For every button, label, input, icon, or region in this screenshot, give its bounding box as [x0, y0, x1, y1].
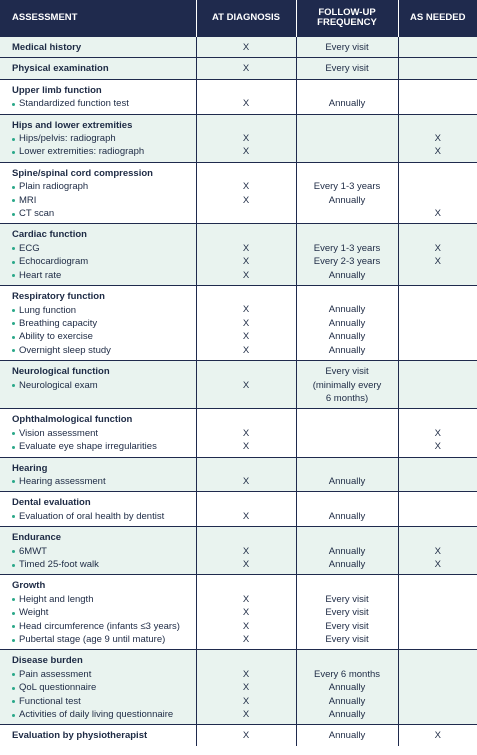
as-needed-value: [399, 41, 477, 54]
as-needed-cell: [398, 37, 477, 58]
assessment-item: Head circumference (infants ≤3 years): [12, 620, 196, 633]
followup-frequency-value: Every visit: [325, 42, 369, 53]
as-needed-value: [399, 462, 477, 475]
as-needed-value: X: [434, 133, 441, 145]
at-diagnosis-cell: [196, 725, 296, 746]
at-diagnosis-value: X: [242, 593, 250, 605]
assessment-item: MRI: [12, 194, 196, 207]
followup-frequency-cell: [296, 457, 398, 492]
as-needed-value: [399, 708, 477, 721]
table-row: [0, 527, 477, 575]
at-diagnosis-value: X: [242, 510, 250, 522]
followup-frequency-value: [297, 462, 398, 475]
at-diagnosis-cell: [196, 361, 296, 409]
as-needed-value: [399, 695, 477, 708]
as-needed-cell: [398, 58, 477, 79]
at-diagnosis-cell: [196, 114, 296, 162]
at-diagnosis-value: X: [242, 730, 250, 742]
as-needed-value: [399, 228, 477, 241]
header-followup-line1: FOLLOW-UP: [318, 7, 376, 18]
followup-frequency-value: [297, 440, 398, 453]
at-diagnosis-value: [197, 579, 296, 592]
as-needed-value: [399, 290, 477, 303]
as-needed-value: [399, 303, 477, 316]
as-needed-cell: [398, 162, 477, 224]
assessment-item: Timed 25-foot walk: [12, 558, 196, 571]
at-diagnosis-cell: [196, 650, 296, 725]
as-needed-value: [399, 620, 477, 633]
at-diagnosis-value: [197, 413, 296, 426]
followup-frequency-cell: [296, 409, 398, 457]
assessment-item: Heart rate: [12, 269, 196, 282]
followup-frequency-value: Every visit: [325, 634, 369, 646]
as-needed-value: X: [434, 427, 441, 439]
assessment-item: QoL questionnaire: [12, 681, 196, 694]
as-needed-value: X: [434, 146, 441, 158]
followup-frequency-value: [297, 427, 398, 440]
as-needed-value: [399, 654, 477, 667]
followup-frequency-value: [297, 413, 398, 426]
as-needed-cell: [398, 650, 477, 725]
followup-frequency-cell: [296, 224, 398, 286]
at-diagnosis-value: X: [242, 545, 250, 557]
at-diagnosis-value: X: [242, 668, 250, 680]
table-row: [0, 361, 477, 409]
assessment-category: Upper limb function: [12, 84, 102, 96]
at-diagnosis-value: X: [242, 256, 250, 268]
followup-frequency-cell: [296, 361, 398, 409]
followup-frequency-cell: [296, 650, 398, 725]
at-diagnosis-value: X: [242, 607, 250, 619]
followup-frequency-value: Annually: [328, 695, 366, 707]
at-diagnosis-value: [197, 207, 296, 220]
followup-frequency-value: Annually: [328, 510, 366, 522]
as-needed-cell: [398, 575, 477, 650]
followup-frequency-value: Annually: [328, 682, 366, 694]
assessment-item: Overnight sleep study: [12, 344, 196, 357]
as-needed-value: [399, 119, 477, 132]
followup-frequency-value: [297, 531, 398, 544]
followup-frequency-value: Every 1-3 years: [313, 242, 381, 254]
followup-frequency-value: Every visit: [325, 366, 369, 378]
at-diagnosis-value: X: [242, 331, 250, 343]
followup-frequency-value: Every visit: [325, 620, 369, 632]
followup-frequency-cell: [296, 492, 398, 527]
as-needed-value: X: [434, 441, 441, 453]
assessment-cell: [0, 114, 196, 162]
as-needed-value: [399, 475, 477, 488]
followup-frequency-value: Every 1-3 years: [313, 181, 381, 193]
as-needed-value: [399, 167, 477, 180]
assessment-item: Pubertal stage (age 9 until mature): [12, 633, 196, 646]
followup-frequency-value: [297, 496, 398, 509]
followup-frequency-value: Annually: [328, 317, 366, 329]
at-diagnosis-cell: [196, 457, 296, 492]
assessment-cell: [0, 575, 196, 650]
as-needed-value: [399, 62, 477, 75]
assessment-cell: [0, 457, 196, 492]
assessment-cell: [0, 725, 196, 746]
as-needed-cell: [398, 527, 477, 575]
as-needed-cell: [398, 114, 477, 162]
assessment-item: Height and length: [12, 593, 196, 606]
at-diagnosis-value: X: [242, 63, 250, 75]
at-diagnosis-cell: [196, 224, 296, 286]
as-needed-value: [399, 681, 477, 694]
as-needed-value: [399, 531, 477, 544]
at-diagnosis-value: [197, 119, 296, 132]
at-diagnosis-cell: [196, 527, 296, 575]
table-row: [0, 650, 477, 725]
assessment-cell: [0, 409, 196, 457]
assessment-category: Dental evaluation: [12, 497, 91, 509]
followup-frequency-value: [297, 119, 398, 132]
at-diagnosis-value: X: [242, 709, 250, 721]
followup-frequency-value: (minimally every: [312, 379, 382, 391]
assessment-cell: [0, 492, 196, 527]
at-diagnosis-value: X: [242, 42, 250, 53]
table-row: [0, 457, 477, 492]
followup-frequency-cell: [296, 286, 398, 361]
at-diagnosis-cell: [196, 58, 296, 79]
at-diagnosis-value: X: [242, 304, 250, 316]
at-diagnosis-cell: [196, 37, 296, 58]
assessment-category: Cardiac function: [12, 229, 87, 241]
assessment-cell: [0, 58, 196, 79]
followup-frequency-value: Annually: [328, 558, 366, 570]
followup-frequency-value: [297, 290, 398, 303]
assessment-item: 6MWT: [12, 545, 196, 558]
at-diagnosis-cell: [196, 286, 296, 361]
as-needed-value: [399, 317, 477, 330]
followup-frequency-cell: [296, 114, 398, 162]
table-row: [0, 575, 477, 650]
table-row: [0, 286, 477, 361]
followup-frequency-value: Annually: [328, 709, 366, 721]
followup-frequency-value: [297, 132, 398, 145]
at-diagnosis-value: X: [242, 344, 250, 356]
assessment-category: Spine/spinal cord compression: [12, 167, 153, 179]
assessment-item: Pain assessment: [12, 668, 196, 681]
assessment-item: Breathing capacity: [12, 317, 196, 330]
at-diagnosis-cell: [196, 492, 296, 527]
followup-frequency-value: 6 months): [325, 392, 369, 404]
assessment-cell: [0, 361, 196, 409]
at-diagnosis-cell: [196, 162, 296, 224]
as-needed-cell: [398, 457, 477, 492]
followup-frequency-value: Annually: [328, 545, 366, 557]
at-diagnosis-value: X: [242, 98, 250, 110]
table-row: [0, 725, 477, 746]
table-row: [0, 492, 477, 527]
followup-frequency-value: [297, 579, 398, 592]
table-row: [0, 79, 477, 114]
at-diagnosis-value: [197, 654, 296, 667]
at-diagnosis-value: [197, 290, 296, 303]
as-needed-value: [399, 668, 477, 681]
followup-frequency-value: Annually: [328, 331, 366, 343]
at-diagnosis-value: X: [242, 194, 250, 206]
as-needed-value: [399, 84, 477, 97]
at-diagnosis-value: [197, 84, 296, 97]
assessment-cell: [0, 224, 196, 286]
assessment-category: Evaluation by physiotherapist: [12, 730, 148, 742]
as-needed-value: [399, 579, 477, 592]
at-diagnosis-value: [197, 167, 296, 180]
table-row: [0, 224, 477, 286]
assessment-cell: [0, 37, 196, 58]
assessment-item: CT scan: [12, 207, 196, 220]
as-needed-value: [399, 496, 477, 509]
at-diagnosis-cell: [196, 575, 296, 650]
as-needed-cell: [398, 286, 477, 361]
assessment-category: Physical examination: [12, 63, 109, 75]
at-diagnosis-value: X: [242, 133, 250, 145]
at-diagnosis-value: X: [242, 682, 250, 694]
assessment-category: Medical history: [12, 42, 82, 53]
at-diagnosis-value: [197, 462, 296, 475]
table-header: [0, 0, 477, 37]
table-row: [0, 114, 477, 162]
assessment-category: Neurological function: [12, 366, 110, 378]
assessment-item: Weight: [12, 606, 196, 619]
table-row: [0, 37, 477, 58]
assessment-item: Ability to exercise: [12, 330, 196, 343]
assessment-cell: [0, 286, 196, 361]
at-diagnosis-value: [197, 496, 296, 509]
assessment-item: Evaluate eye shape irregularities: [12, 440, 196, 453]
as-needed-cell: [398, 492, 477, 527]
as-needed-cell: [398, 725, 477, 746]
header-at-diagnosis: AT DIAGNOSIS: [196, 0, 296, 37]
assessment-category: Ophthalmological function: [12, 414, 133, 426]
as-needed-cell: [398, 361, 477, 409]
assessment-cell: [0, 527, 196, 575]
assessment-item: Hips/pelvis: radiograph: [12, 132, 196, 145]
at-diagnosis-value: [197, 228, 296, 241]
at-diagnosis-value: X: [242, 146, 250, 158]
followup-frequency-value: Annually: [328, 304, 366, 316]
as-needed-value: [399, 269, 477, 282]
at-diagnosis-value: X: [242, 181, 250, 193]
as-needed-cell: [398, 224, 477, 286]
followup-frequency-value: [297, 145, 398, 158]
followup-frequency-value: Every visit: [325, 63, 369, 75]
at-diagnosis-value: [197, 531, 296, 544]
followup-frequency-value: Annually: [328, 269, 366, 281]
followup-frequency-value: [297, 84, 398, 97]
followup-frequency-value: Every 6 months: [314, 668, 380, 680]
header-followup-line2: FREQUENCY: [317, 17, 377, 28]
at-diagnosis-value: X: [242, 634, 250, 646]
as-needed-value: X: [434, 208, 441, 220]
at-diagnosis-cell: [196, 409, 296, 457]
assessment-cell: [0, 79, 196, 114]
assessment-category: Disease burden: [12, 655, 83, 667]
as-needed-value: X: [434, 256, 441, 268]
assessment-item: Lung function: [12, 304, 196, 317]
followup-frequency-cell: [296, 37, 398, 58]
as-needed-value: [399, 510, 477, 523]
followup-frequency-cell: [296, 575, 398, 650]
as-needed-value: [399, 97, 477, 110]
as-needed-value: X: [434, 730, 441, 742]
at-diagnosis-value: X: [242, 427, 250, 439]
header-as-needed: AS NEEDED: [398, 0, 477, 37]
as-needed-value: [399, 365, 477, 378]
at-diagnosis-value: X: [242, 269, 250, 281]
assessment-item: Neurological exam: [12, 379, 196, 392]
assessment-category: Hips and lower extremities: [12, 119, 133, 131]
table-row: [0, 58, 477, 79]
as-needed-value: [399, 413, 477, 426]
followup-frequency-value: Annually: [328, 730, 366, 742]
as-needed-cell: [398, 409, 477, 457]
as-needed-value: X: [434, 558, 441, 570]
assessment-item: Lower extremities: radiograph: [12, 145, 196, 158]
at-diagnosis-value: X: [242, 441, 250, 453]
as-needed-value: [399, 344, 477, 357]
followup-frequency-cell: [296, 162, 398, 224]
assessment-item: Activities of daily living questionnaire: [12, 708, 196, 721]
assessment-item: ECG: [12, 242, 196, 255]
assessment-cell: [0, 650, 196, 725]
assessment-category: Endurance: [12, 532, 62, 544]
followup-frequency-value: [297, 654, 398, 667]
at-diagnosis-value: X: [242, 695, 250, 707]
followup-frequency-value: Every 2-3 years: [313, 256, 381, 268]
as-needed-value: [399, 593, 477, 606]
table-body: [0, 37, 477, 746]
followup-frequency-value: Annually: [328, 475, 366, 487]
at-diagnosis-value: X: [242, 242, 250, 254]
at-diagnosis-value: X: [242, 620, 250, 632]
as-needed-value: X: [434, 242, 441, 254]
assessment-category: Growth: [12, 580, 46, 592]
followup-frequency-value: Every visit: [325, 607, 369, 619]
assessment-cell: [0, 162, 196, 224]
as-needed-value: [399, 180, 477, 193]
assessment-item: Vision assessment: [12, 427, 196, 440]
at-diagnosis-value: [197, 365, 296, 378]
assessment-category: Hearing: [12, 462, 48, 474]
at-diagnosis-value: X: [242, 475, 250, 487]
followup-frequency-value: Annually: [328, 194, 366, 206]
assessment-item: Plain radiograph: [12, 180, 196, 193]
followup-frequency-value: [297, 167, 398, 180]
followup-frequency-value: Annually: [328, 98, 366, 110]
as-needed-value: X: [434, 545, 441, 557]
at-diagnosis-value: X: [242, 379, 250, 391]
assessment-item: Evaluation of oral health by dentist: [12, 510, 196, 523]
assessment-item: Hearing assessment: [12, 475, 196, 488]
header-followup-frequency: [296, 0, 398, 37]
at-diagnosis-cell: [196, 79, 296, 114]
followup-frequency-cell: [296, 79, 398, 114]
as-needed-value: [399, 330, 477, 343]
as-needed-value: [399, 633, 477, 646]
followup-frequency-cell: [296, 58, 398, 79]
at-diagnosis-value: X: [242, 558, 250, 570]
at-diagnosis-value: X: [242, 317, 250, 329]
followup-frequency-cell: [296, 725, 398, 746]
followup-frequency-value: [297, 228, 398, 241]
as-needed-value: [399, 194, 477, 207]
assessment-category: Respiratory function: [12, 291, 105, 303]
table-row: [0, 409, 477, 457]
assessment-item: Echocardiogram: [12, 255, 196, 268]
followup-frequency-value: Every visit: [325, 593, 369, 605]
as-needed-cell: [398, 79, 477, 114]
header-assessment: ASSESSMENT: [0, 0, 196, 37]
followup-frequency-value: Annually: [328, 344, 366, 356]
table-row: [0, 162, 477, 224]
followup-frequency-value: [297, 207, 398, 220]
assessment-item: Standardized function test: [12, 97, 196, 110]
assessment-item: Functional test: [12, 695, 196, 708]
as-needed-value: [399, 606, 477, 619]
followup-frequency-cell: [296, 527, 398, 575]
